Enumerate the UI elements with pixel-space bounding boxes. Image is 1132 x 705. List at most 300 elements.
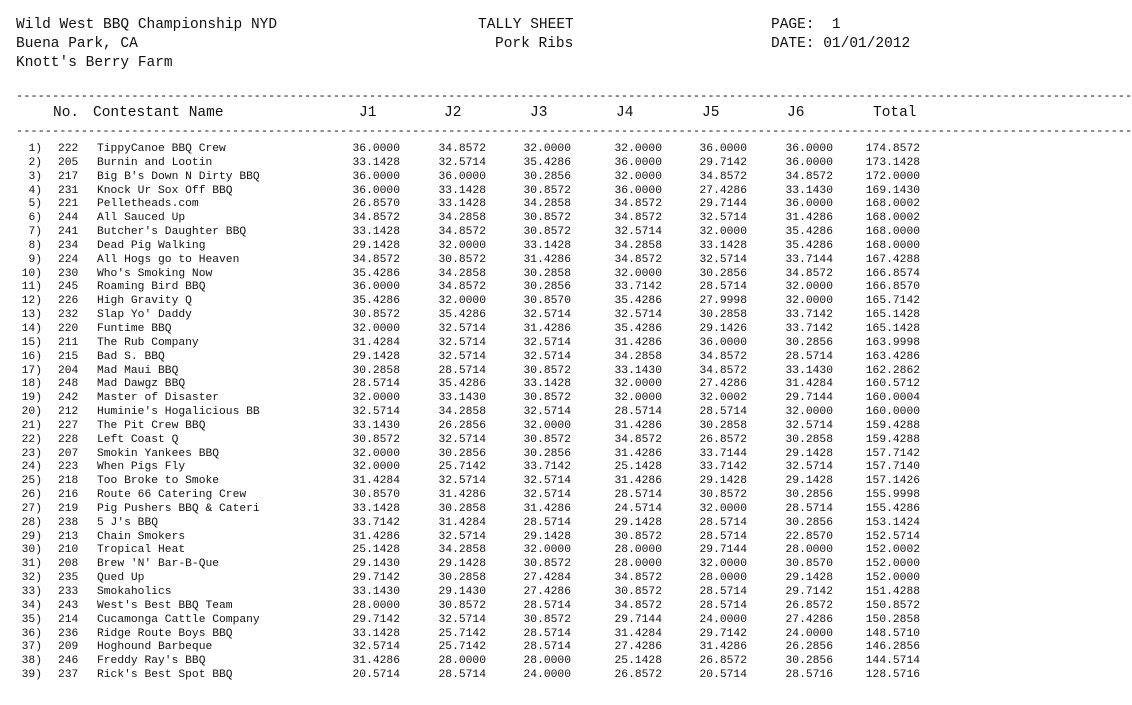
rank-cell: 14) — [21, 322, 42, 335]
rank-cell: 8) — [28, 239, 42, 252]
j1-score-cell: 33.1428 — [352, 502, 400, 515]
rank-cell: 3) — [28, 170, 42, 183]
j5-score-cell: 33.7144 — [699, 447, 747, 460]
j6-score-cell: 32.0000 — [785, 295, 833, 308]
j5-score-cell: 28.5714 — [699, 281, 747, 294]
j1-score-cell: 20.5714 — [352, 669, 400, 682]
rank-cell: 5) — [28, 198, 42, 211]
contestant-name-cell: Mad Maui BBQ — [97, 364, 179, 377]
j6-score-cell: 33.7142 — [785, 309, 833, 322]
table-row — [0, 185, 950, 199]
total-score-cell: 168.0000 — [865, 226, 920, 239]
contestant-name-cell: Freddy Ray's BBQ — [97, 655, 206, 668]
j4-score-cell: 34.8572 — [614, 212, 662, 225]
j5-score-cell: 29.1428 — [699, 475, 747, 488]
j3-score-cell: 28.0000 — [523, 655, 571, 668]
j2-score-cell: 34.8572 — [438, 143, 486, 155]
table-row — [0, 669, 950, 683]
team-number-cell: 228 — [58, 433, 79, 446]
j1-score-cell: 32.5714 — [352, 406, 400, 419]
j6-score-cell: 30.2856 — [785, 489, 833, 502]
rank-cell: 1) — [28, 143, 42, 155]
j5-score-cell: 27.4286 — [699, 378, 747, 391]
rank-cell: 4) — [28, 184, 42, 197]
total-score-cell: 172.0000 — [865, 170, 920, 183]
total-score-cell: 157.7142 — [865, 447, 920, 460]
j4-score-cell: 31.4286 — [614, 475, 662, 488]
team-number-cell: 227 — [58, 419, 79, 432]
rank-cell: 31) — [21, 558, 42, 571]
j3-score-cell: 32.5714 — [523, 350, 571, 363]
total-score-cell: 152.5714 — [865, 530, 920, 543]
team-number-cell: 210 — [58, 544, 79, 557]
j3-score-cell: 32.5714 — [523, 489, 571, 502]
page-number: PAGE: 1 — [771, 17, 841, 33]
total-score-cell: 160.5712 — [865, 378, 920, 391]
j3-score-cell: 28.5714 — [523, 641, 571, 654]
j3-score-cell: 24.0000 — [523, 669, 571, 682]
team-number-cell: 242 — [58, 392, 79, 405]
j4-score-cell: 31.4284 — [614, 627, 662, 640]
j4-score-cell: 30.8572 — [614, 586, 662, 598]
j4-score-cell: 35.4286 — [614, 322, 662, 335]
contestant-name-cell: When Pigs Fly — [97, 461, 186, 474]
j4-score-cell: 29.1428 — [614, 516, 662, 529]
j1-score-cell: 30.2858 — [352, 364, 400, 377]
contestant-name-cell: Cucamonga Cattle Company — [97, 613, 260, 626]
team-number-cell: 246 — [58, 655, 79, 668]
table-row — [0, 351, 950, 365]
j6-score-cell: 33.1430 — [785, 184, 833, 197]
table-row — [0, 641, 950, 655]
rank-cell: 29) — [21, 530, 42, 543]
j2-score-cell: 32.5714 — [438, 433, 486, 446]
j1-score-cell: 35.4286 — [352, 267, 400, 280]
j4-score-cell: 32.0000 — [614, 170, 662, 183]
rank-cell: 28) — [21, 516, 42, 529]
j1-score-cell: 25.1428 — [352, 544, 400, 557]
total-score-cell: 128.5716 — [865, 669, 920, 682]
j6-score-cell: 29.1428 — [785, 572, 833, 585]
j6-score-cell: 34.8572 — [785, 267, 833, 280]
j2-score-cell: 29.1428 — [438, 558, 486, 571]
j5-score-cell: 26.8572 — [699, 433, 747, 446]
j2-score-cell: 33.1428 — [438, 198, 486, 211]
rank-cell: 16) — [21, 350, 42, 363]
j2-score-cell: 30.2856 — [438, 447, 486, 460]
j4-score-cell: 34.2858 — [614, 350, 662, 363]
j6-score-cell: 32.5714 — [785, 461, 833, 474]
rank-cell: 37) — [21, 641, 42, 654]
j2-score-cell: 25.7142 — [438, 641, 486, 654]
team-number-cell: 226 — [58, 295, 79, 308]
total-score-cell: 151.4288 — [865, 586, 920, 598]
j6-score-cell: 36.0000 — [785, 143, 833, 155]
rank-cell: 35) — [21, 613, 42, 626]
total-score-cell: 169.1430 — [865, 184, 920, 197]
j2-score-cell: 28.0000 — [438, 655, 486, 668]
j5-score-cell: 29.7142 — [699, 627, 747, 640]
j1-score-cell: 29.1430 — [352, 558, 400, 571]
total-score-cell: 150.8572 — [865, 599, 920, 612]
j4-score-cell: 34.8572 — [614, 599, 662, 612]
j4-score-cell: 32.5714 — [614, 226, 662, 239]
j1-score-cell: 29.7142 — [352, 572, 400, 585]
contestant-name-cell: Left Coast Q — [97, 433, 179, 446]
j2-score-cell: 28.5714 — [438, 669, 486, 682]
total-score-cell: 157.1426 — [865, 475, 920, 488]
j3-score-cell: 27.4286 — [523, 586, 571, 598]
j1-score-cell: 34.8572 — [352, 253, 400, 266]
j2-score-cell: 34.2858 — [438, 267, 486, 280]
contestant-name-cell: The Rub Company — [97, 336, 199, 349]
team-number-cell: 222 — [58, 143, 79, 155]
j5-score-cell: 30.2856 — [699, 267, 747, 280]
j4-score-cell: 32.0000 — [614, 267, 662, 280]
j3-score-cell: 30.8572 — [523, 212, 571, 225]
j1-score-cell: 33.1428 — [352, 156, 400, 169]
team-number-cell: 248 — [58, 378, 79, 391]
rank-cell: 20) — [21, 406, 42, 419]
table-row — [0, 295, 950, 309]
j1-score-cell: 28.5714 — [352, 378, 400, 391]
table-row — [0, 323, 950, 337]
team-number-cell: 235 — [58, 572, 79, 585]
table-row — [0, 600, 950, 614]
rank-cell: 12) — [21, 295, 42, 308]
event-name: Wild West BBQ Championship NYD — [16, 17, 278, 33]
total-score-cell: 173.1428 — [865, 156, 920, 169]
col-header-j5: J5 — [702, 105, 720, 121]
team-number-cell: 220 — [58, 322, 79, 335]
event-city: Buena Park, CA — [16, 36, 138, 52]
j3-score-cell: 30.8572 — [523, 558, 571, 571]
j1-score-cell: 31.4286 — [352, 530, 400, 543]
j3-score-cell: 32.0000 — [523, 143, 571, 155]
j1-score-cell: 33.1428 — [352, 627, 400, 640]
j3-score-cell: 27.4284 — [523, 572, 571, 585]
total-score-cell: 165.1428 — [865, 309, 920, 322]
rank-cell: 9) — [28, 253, 42, 266]
total-score-cell: 152.0000 — [865, 558, 920, 571]
team-number-cell: 238 — [58, 516, 79, 529]
j5-score-cell: 26.8572 — [699, 655, 747, 668]
total-score-cell: 174.8572 — [865, 143, 920, 155]
j5-score-cell: 33.1428 — [699, 239, 747, 252]
j3-score-cell: 31.4286 — [523, 502, 571, 515]
j6-score-cell: 31.4286 — [785, 212, 833, 225]
team-number-cell: 207 — [58, 447, 79, 460]
contestant-name-cell: Huminie's Hogalicious BB — [97, 406, 260, 419]
j6-score-cell: 28.5714 — [785, 502, 833, 515]
j2-score-cell: 32.0000 — [438, 239, 486, 252]
contestant-name-cell: Route 66 Catering Crew — [97, 489, 247, 502]
table-row — [0, 392, 950, 406]
j5-score-cell: 28.5714 — [699, 516, 747, 529]
rank-cell: 13) — [21, 309, 42, 322]
j3-score-cell: 32.5714 — [523, 336, 571, 349]
j6-score-cell: 30.2856 — [785, 655, 833, 668]
rank-cell: 21) — [21, 419, 42, 432]
j5-score-cell: 28.5714 — [699, 599, 747, 612]
team-number-cell: 233 — [58, 586, 79, 598]
total-score-cell: 165.7142 — [865, 295, 920, 308]
total-score-cell: 165.1428 — [865, 322, 920, 335]
j2-score-cell: 32.5714 — [438, 322, 486, 335]
j1-score-cell: 36.0000 — [352, 184, 400, 197]
team-number-cell: 236 — [58, 627, 79, 640]
table-row — [0, 378, 950, 392]
j2-score-cell: 28.5714 — [438, 364, 486, 377]
j2-score-cell: 32.5714 — [438, 475, 486, 488]
contestant-name-cell: West's Best BBQ Team — [97, 599, 233, 612]
team-number-cell: 205 — [58, 156, 79, 169]
j2-score-cell: 26.2856 — [438, 419, 486, 432]
table-row — [0, 517, 950, 531]
dashed-rule-bottom: ----------------------------------------------------------------------------------------------------------------------------------------------------------- — [16, 124, 1132, 138]
j2-score-cell: 32.5714 — [438, 613, 486, 626]
j2-score-cell: 32.5714 — [438, 530, 486, 543]
rank-cell: 10) — [21, 267, 42, 280]
total-score-cell: 159.4288 — [865, 419, 920, 432]
j2-score-cell: 35.4286 — [438, 309, 486, 322]
rank-cell: 7) — [28, 226, 42, 239]
contestant-name-cell: Master of Disaster — [97, 392, 220, 405]
rank-cell: 39) — [21, 669, 42, 682]
contestant-name-cell: Roaming Bird BBQ — [97, 281, 206, 294]
j4-score-cell: 31.4286 — [614, 419, 662, 432]
j3-score-cell: 30.8572 — [523, 613, 571, 626]
j6-score-cell: 30.2858 — [785, 433, 833, 446]
table-row — [0, 489, 950, 503]
table-row — [0, 434, 950, 448]
table-row — [0, 254, 950, 268]
table-row — [0, 475, 950, 489]
j4-score-cell: 31.4286 — [614, 336, 662, 349]
j4-score-cell: 25.1428 — [614, 655, 662, 668]
j1-score-cell: 26.8570 — [352, 198, 400, 211]
j5-score-cell: 20.5714 — [699, 669, 747, 682]
j4-score-cell: 28.5714 — [614, 406, 662, 419]
j6-score-cell: 27.4286 — [785, 613, 833, 626]
table-row — [0, 157, 950, 171]
j2-score-cell: 25.7142 — [438, 627, 486, 640]
table-row — [0, 268, 950, 282]
j2-score-cell: 34.2858 — [438, 406, 486, 419]
rank-cell: 36) — [21, 627, 42, 640]
j5-score-cell: 29.1426 — [699, 322, 747, 335]
j4-score-cell: 34.8572 — [614, 198, 662, 211]
total-score-cell: 152.0002 — [865, 544, 920, 557]
j1-score-cell: 36.0000 — [352, 170, 400, 183]
j5-score-cell: 32.0000 — [699, 502, 747, 515]
rank-cell: 6) — [28, 212, 42, 225]
j2-score-cell: 34.8572 — [438, 281, 486, 294]
j5-score-cell: 28.5714 — [699, 586, 747, 598]
j5-score-cell: 34.8572 — [699, 364, 747, 377]
tally-table — [0, 143, 950, 683]
col-header-j3: J3 — [530, 105, 548, 121]
j5-score-cell: 27.4286 — [699, 184, 747, 197]
j3-score-cell: 30.8570 — [523, 295, 571, 308]
j6-score-cell: 24.0000 — [785, 627, 833, 640]
team-number-cell: 234 — [58, 239, 79, 252]
j4-score-cell: 29.7144 — [614, 613, 662, 626]
j3-score-cell: 30.2856 — [523, 447, 571, 460]
col-header-j4: J4 — [616, 105, 634, 121]
rank-cell: 25) — [21, 475, 42, 488]
total-score-cell: 166.8570 — [865, 281, 920, 294]
total-score-cell: 163.9998 — [865, 336, 920, 349]
team-number-cell: 219 — [58, 502, 79, 515]
j2-score-cell: 25.7142 — [438, 461, 486, 474]
team-number-cell: 224 — [58, 253, 79, 266]
j4-score-cell: 28.0000 — [614, 544, 662, 557]
j1-score-cell: 28.0000 — [352, 599, 400, 612]
j1-score-cell: 29.7142 — [352, 613, 400, 626]
j5-score-cell: 24.0000 — [699, 613, 747, 626]
j4-score-cell: 31.4286 — [614, 447, 662, 460]
j4-score-cell: 34.2858 — [614, 239, 662, 252]
total-score-cell: 163.4286 — [865, 350, 920, 363]
contestant-name-cell: Pelletheads.com — [97, 198, 199, 211]
j2-score-cell: 36.0000 — [438, 170, 486, 183]
j5-score-cell: 30.8572 — [699, 489, 747, 502]
j4-score-cell: 36.0000 — [614, 184, 662, 197]
contestant-name-cell: Slap Yo' Daddy — [97, 309, 192, 322]
j6-score-cell: 30.8570 — [785, 558, 833, 571]
j1-score-cell: 33.1430 — [352, 419, 400, 432]
total-score-cell: 144.5714 — [865, 655, 920, 668]
j3-score-cell: 29.1428 — [523, 530, 571, 543]
rank-cell: 19) — [21, 392, 42, 405]
j1-score-cell: 34.8572 — [352, 212, 400, 225]
rank-cell: 24) — [21, 461, 42, 474]
table-row — [0, 226, 950, 240]
total-score-cell: 152.0000 — [865, 572, 920, 585]
table-row — [0, 365, 950, 379]
total-score-cell: 166.8574 — [865, 267, 920, 280]
table-row — [0, 503, 950, 517]
j4-score-cell: 33.1430 — [614, 364, 662, 377]
j5-score-cell: 32.5714 — [699, 253, 747, 266]
j2-score-cell: 30.2858 — [438, 572, 486, 585]
j2-score-cell: 35.4286 — [438, 378, 486, 391]
j5-score-cell: 29.7142 — [699, 156, 747, 169]
team-number-cell: 211 — [58, 336, 79, 349]
j2-score-cell: 33.1428 — [438, 184, 486, 197]
team-number-cell: 237 — [58, 669, 79, 682]
total-score-cell: 160.0000 — [865, 406, 920, 419]
j5-score-cell: 28.5714 — [699, 406, 747, 419]
j5-score-cell: 34.8572 — [699, 350, 747, 363]
j6-score-cell: 35.4286 — [785, 239, 833, 252]
contestant-name-cell: Smokaholics — [97, 586, 172, 598]
team-number-cell: 214 — [58, 613, 79, 626]
team-number-cell: 245 — [58, 281, 79, 294]
j6-score-cell: 32.0000 — [785, 281, 833, 294]
contestant-name-cell: Brew 'N' Bar-B-Que — [97, 558, 220, 571]
j1-score-cell: 29.1428 — [352, 239, 400, 252]
contestant-name-cell: Hoghound Barbeque — [97, 641, 213, 654]
sheet-date: DATE: 01/01/2012 — [771, 36, 911, 52]
col-header-no: No. — [53, 105, 80, 121]
j1-score-cell: 32.5714 — [352, 641, 400, 654]
rank-cell: 30) — [21, 544, 42, 557]
total-score-cell: 155.4286 — [865, 502, 920, 515]
j4-score-cell: 32.0000 — [614, 378, 662, 391]
total-score-cell: 168.0002 — [865, 212, 920, 225]
contestant-name-cell: Bad S. BBQ — [97, 350, 165, 363]
j1-score-cell: 35.4286 — [352, 295, 400, 308]
j5-score-cell: 32.5714 — [699, 212, 747, 225]
team-number-cell: 230 — [58, 267, 79, 280]
j4-score-cell: 32.0000 — [614, 143, 662, 155]
j2-score-cell: 32.0000 — [438, 295, 486, 308]
j4-score-cell: 33.7142 — [614, 281, 662, 294]
contestant-name-cell: Pig Pushers BBQ & Cateri — [97, 502, 260, 515]
contestant-name-cell: All Sauced Up — [97, 212, 186, 225]
table-row — [0, 309, 950, 323]
j1-score-cell: 30.8570 — [352, 489, 400, 502]
j3-score-cell: 33.1428 — [523, 239, 571, 252]
team-number-cell: 213 — [58, 530, 79, 543]
j4-score-cell: 32.0000 — [614, 392, 662, 405]
j3-score-cell: 28.5714 — [523, 599, 571, 612]
rank-cell: 17) — [21, 364, 42, 377]
j3-score-cell: 31.4286 — [523, 253, 571, 266]
j5-score-cell: 28.5714 — [699, 530, 747, 543]
j5-score-cell: 32.0002 — [699, 392, 747, 405]
j6-score-cell: 30.2856 — [785, 516, 833, 529]
team-number-cell: 241 — [58, 226, 79, 239]
col-header-j2: J2 — [444, 105, 462, 121]
contestant-name-cell: The Pit Crew BBQ — [97, 419, 206, 432]
j3-score-cell: 32.5714 — [523, 309, 571, 322]
j1-score-cell: 30.8572 — [352, 433, 400, 446]
j1-score-cell: 31.4286 — [352, 655, 400, 668]
j5-score-cell: 33.7142 — [699, 461, 747, 474]
j6-score-cell: 29.7144 — [785, 392, 833, 405]
rank-cell: 33) — [21, 586, 42, 598]
team-number-cell: 209 — [58, 641, 79, 654]
j2-score-cell: 34.2858 — [438, 544, 486, 557]
j4-score-cell: 35.4286 — [614, 295, 662, 308]
j5-score-cell: 36.0000 — [699, 336, 747, 349]
rank-cell: 2) — [28, 156, 42, 169]
contestant-name-cell: Ridge Route Boys BBQ — [97, 627, 233, 640]
total-score-cell: 167.4288 — [865, 253, 920, 266]
rank-cell: 23) — [21, 447, 42, 460]
j6-score-cell: 28.0000 — [785, 544, 833, 557]
j4-score-cell: 32.5714 — [614, 309, 662, 322]
j6-score-cell: 29.1428 — [785, 475, 833, 488]
j3-score-cell: 31.4286 — [523, 322, 571, 335]
contestant-name-cell: Who's Smoking Now — [97, 267, 213, 280]
j3-score-cell: 28.5714 — [523, 516, 571, 529]
j1-score-cell: 33.1428 — [352, 226, 400, 239]
contestant-name-cell: Knock Ur Sox Off BBQ — [97, 184, 233, 197]
table-row — [0, 337, 950, 351]
table-row — [0, 558, 950, 572]
team-number-cell: 232 — [58, 309, 79, 322]
event-venue: Knott's Berry Farm — [16, 55, 173, 71]
contestant-name-cell: Too Broke to Smoke — [97, 475, 220, 488]
total-score-cell: 162.2862 — [865, 364, 920, 377]
j1-score-cell: 32.0000 — [352, 461, 400, 474]
col-header-j6: J6 — [787, 105, 805, 121]
team-number-cell: 204 — [58, 364, 79, 377]
